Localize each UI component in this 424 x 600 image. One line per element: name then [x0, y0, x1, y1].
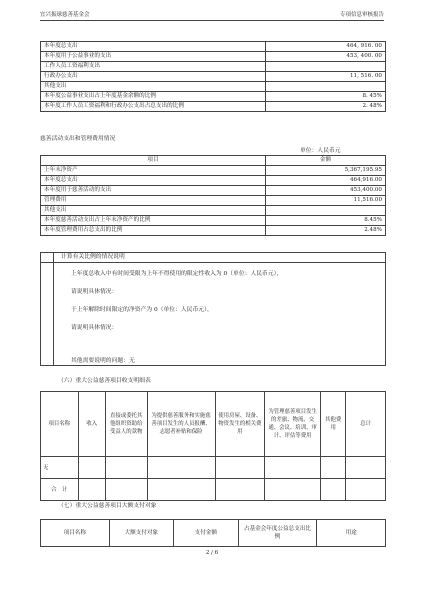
row-label: 管理费用 — [41, 196, 266, 206]
column-header: 其他费用 — [321, 392, 346, 457]
column-header: 支付金额 — [174, 520, 238, 547]
table-header-row — [41, 156, 386, 166]
column-header: 为管理慈善项目发生的差旅、物流、交通、会议、培训、审计、评估等费用 — [265, 392, 321, 457]
table-header-row — [41, 392, 386, 457]
table-row — [41, 42, 386, 52]
column-header: 大额支付对象 — [109, 520, 173, 547]
row-value — [266, 82, 386, 92]
explanation-line: 请说明具体情况： — [71, 289, 118, 295]
row-value: 464, 916. 00 — [266, 42, 386, 52]
table-row — [41, 186, 386, 196]
row-label: 其他支出 — [41, 82, 266, 92]
table-row — [41, 72, 386, 82]
column-header-amount: 金额 — [266, 156, 386, 166]
table-row — [41, 92, 386, 102]
column-header: 总计 — [346, 392, 386, 457]
row-label: 本年度总支出 — [41, 42, 266, 52]
column-header: 占基金会年度公益总支出比例 — [238, 520, 317, 547]
row-value: 453,400.00 — [266, 186, 386, 196]
ratio-explanation-box — [40, 252, 386, 366]
table-row — [41, 62, 386, 72]
section-caption: （六）重大公益慈善项目收支明细表 — [58, 378, 151, 384]
header-report-title: 专项信息审核报告 — [339, 12, 384, 18]
row-label: 本年度工作人员工资福利和行政办公支出占总支出的比例 — [41, 102, 266, 112]
row-label: 合 计 — [41, 479, 79, 501]
row-value: 5,367,195.95 — [266, 166, 386, 176]
table-row — [41, 206, 386, 216]
explanation-line: 上年度总收入中有时间受限为上年不得使用的限定性收入为 0（单位：人民币元）， — [71, 271, 283, 277]
row-label: 本年度总支出 — [41, 176, 266, 186]
row-value: 11, 516. 00 — [266, 72, 386, 82]
column-header: 项目名称 — [41, 392, 79, 457]
column-header: 项目名称 — [41, 520, 110, 547]
charity-activity-table — [40, 155, 386, 236]
row-label: 其他支出 — [41, 206, 266, 216]
table-row — [41, 457, 386, 479]
row-label: 本年度慈善活动支出占上年末净资产的比例 — [41, 216, 266, 226]
major-project-table — [40, 391, 386, 501]
row-value: 453, 400. 00 — [266, 52, 386, 62]
table-row — [41, 102, 386, 112]
expense-summary-table — [40, 41, 386, 112]
row-label: 上年末净资产 — [41, 166, 266, 176]
row-label: 工作人员工资福利支出 — [41, 62, 266, 72]
row-value — [266, 206, 386, 216]
unit-label: 单位：人民币元 — [300, 148, 341, 154]
row-value: 11,516.00 — [266, 196, 386, 206]
row-label: 行政办公支出 — [41, 72, 266, 82]
column-header: 使用房屋、设备、物资发生的相关费用 — [215, 392, 265, 457]
column-header: 收入 — [78, 392, 105, 457]
explanation-line: 其他需要说明的问题：无 — [71, 358, 135, 364]
column-header: 为提供慈善服务和实施慈善项目发生的人员报酬、志愿者补贴和保险 — [147, 392, 215, 457]
table-row — [41, 166, 386, 176]
section-caption: （七）重大公益慈善项目大额支付对象 — [58, 503, 157, 509]
table-row — [41, 196, 386, 206]
column-header: 直接或委托其他组织资助给受益人的款物 — [105, 392, 147, 457]
row-label: 本年度用于公益事业的支出 — [41, 52, 266, 62]
section-caption: 慈善活动支出和管理费用情况 — [40, 136, 116, 142]
row-label: 本年度用于慈善活动的支出 — [41, 186, 266, 196]
header-org-name: 宜兴振球慈善基金会 — [40, 12, 90, 18]
large-payment-table — [40, 519, 386, 547]
row-value: 464,916.00 — [266, 176, 386, 186]
table-row — [41, 176, 386, 186]
row-value: 2.48% — [266, 226, 386, 236]
table-row — [41, 216, 386, 226]
table-header-row — [41, 520, 386, 547]
row-label: 本年度公益事业支出占上年度基金余额的比例 — [41, 92, 266, 102]
column-header-item: 项目 — [41, 156, 266, 166]
row-label: 无 — [41, 457, 79, 479]
box-header-line — [41, 262, 385, 263]
box-title: 计算有关比例的情况说明 — [61, 254, 125, 260]
row-value — [266, 62, 386, 72]
page-number: 2 / 6 — [205, 550, 219, 556]
row-value: 2. 48% — [266, 102, 386, 112]
explanation-line: 于上年解除时间限定的净资产为 0（单位：人民币元）， — [71, 307, 213, 313]
table-row — [41, 82, 386, 92]
box-divider — [53, 253, 54, 365]
row-value: 8. 45% — [266, 92, 386, 102]
row-value: 8.45% — [266, 216, 386, 226]
column-header: 用途 — [317, 520, 386, 547]
table-row — [41, 479, 386, 501]
table-row — [41, 52, 386, 62]
row-label: 本年度管理费用占总支出的比例 — [41, 226, 266, 236]
table-row — [41, 226, 386, 236]
page-header — [40, 8, 384, 21]
explanation-line: 请说明具体情况： — [71, 325, 118, 331]
